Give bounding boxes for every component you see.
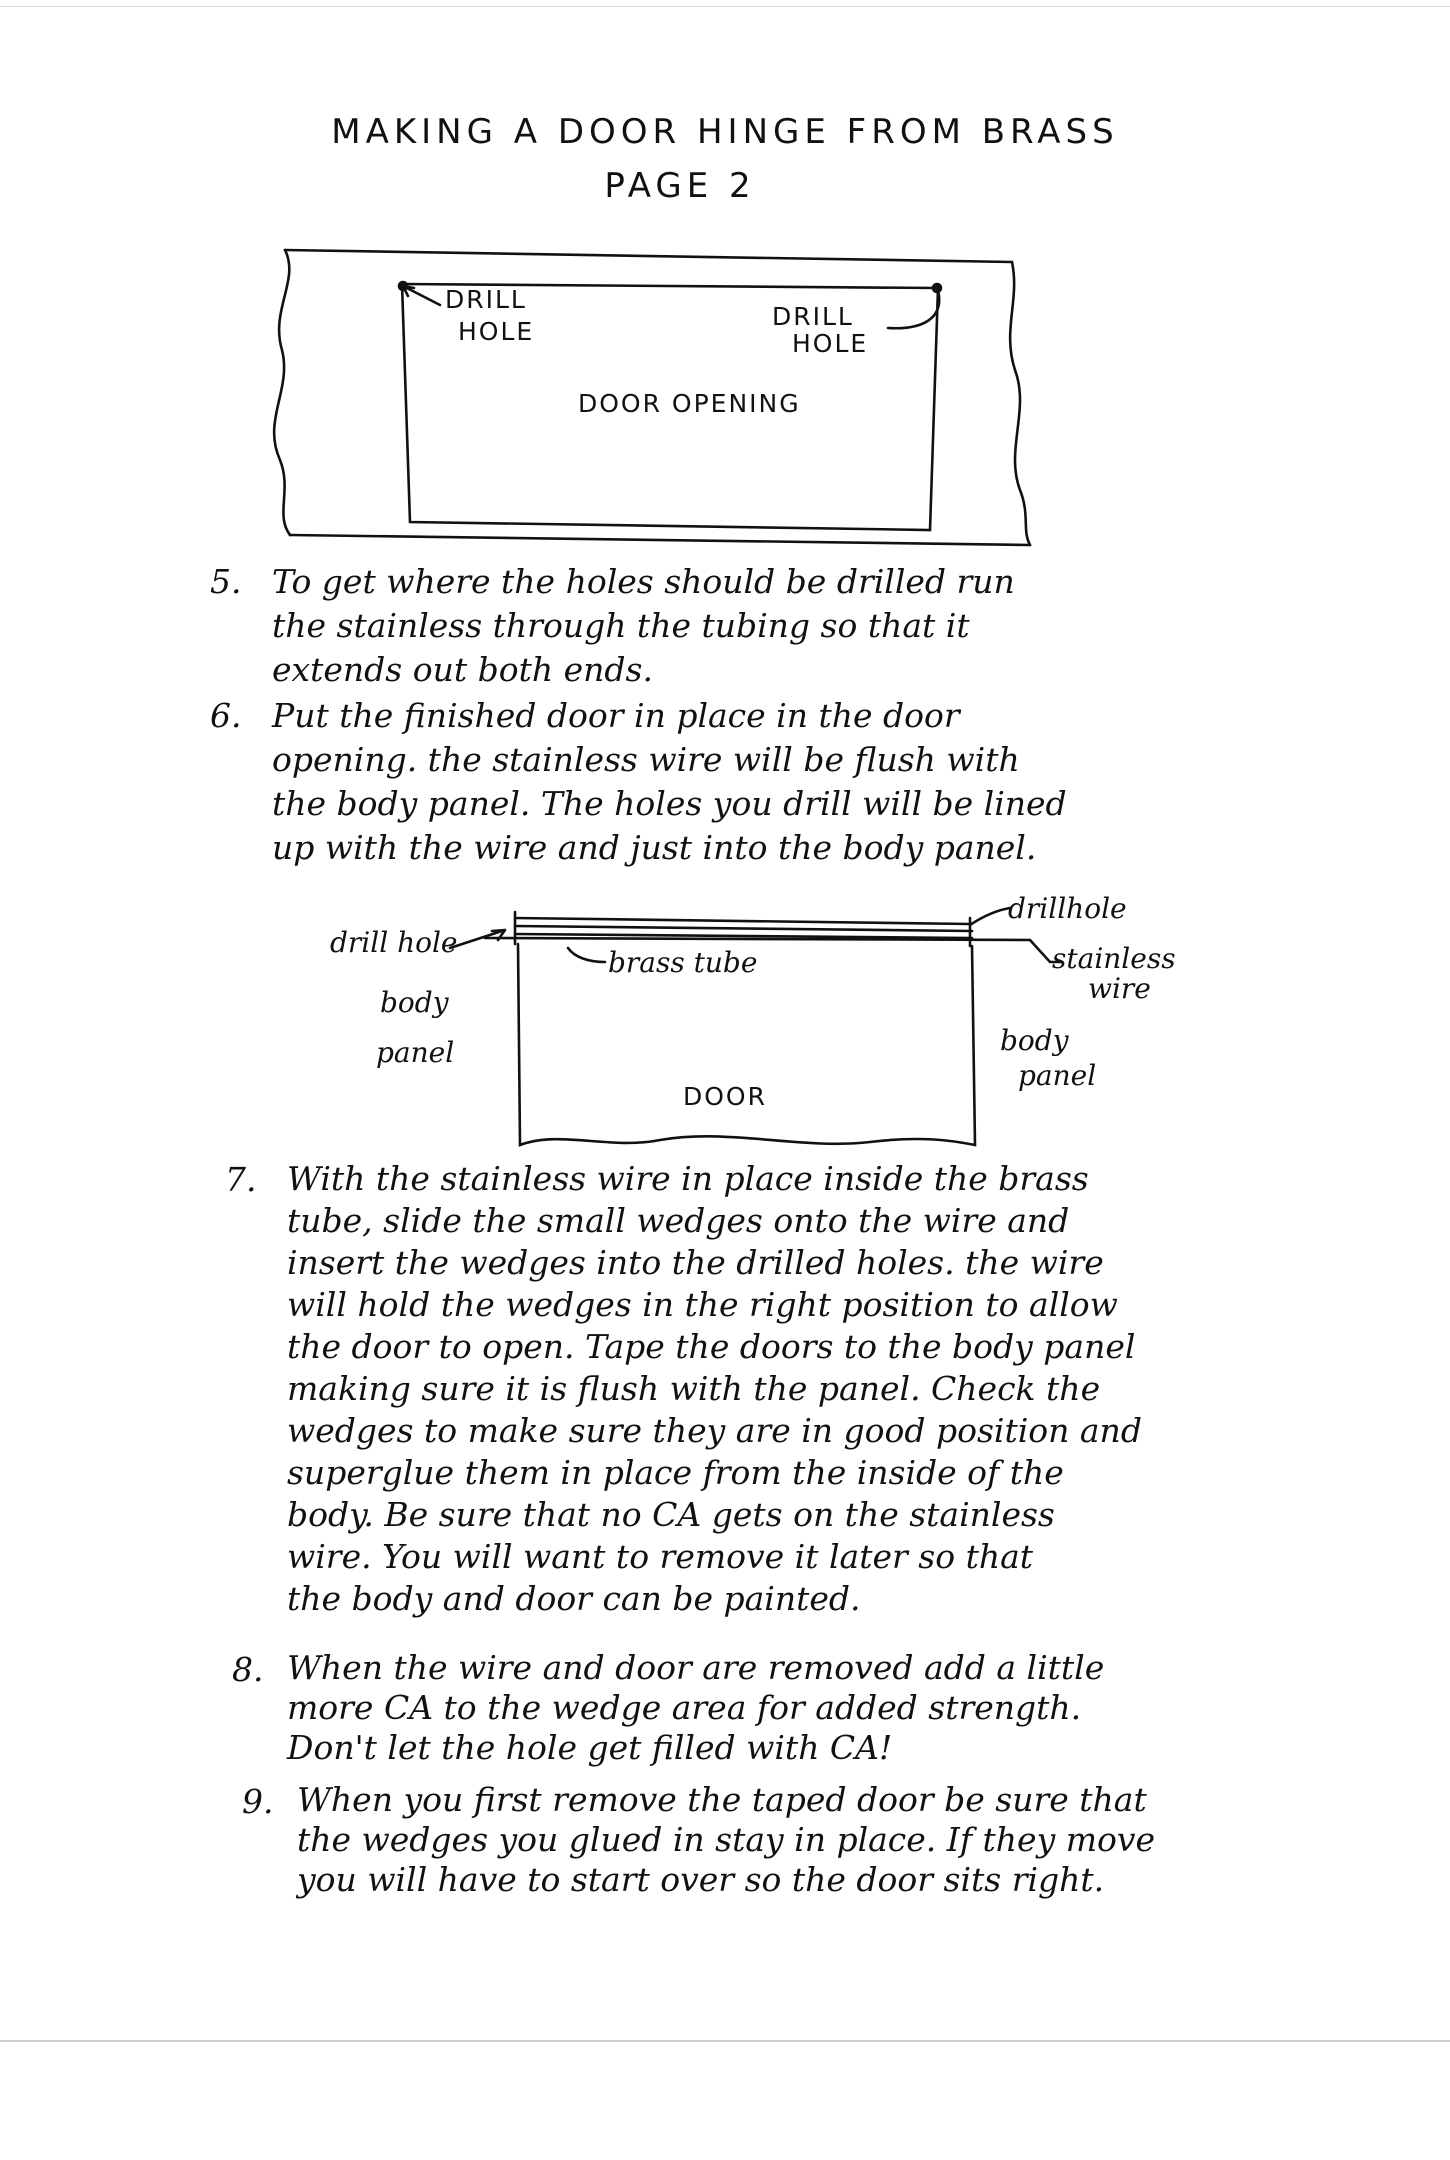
- step-9: [242, 1780, 1282, 1920]
- panel-top-edge: [285, 250, 1012, 262]
- drill-hole-left-line1: DRILL: [445, 285, 527, 314]
- step-9-line-1: When you first remove the taped door be sure that: [297, 1780, 1147, 1819]
- step-7-line-3: insert the wedges into the drilled holes. the wire: [287, 1243, 1104, 1282]
- scan-edge-top: [0, 6, 1450, 7]
- header: [0, 112, 1450, 206]
- step-7-line-4: will hold the wedges in the right position to allow: [287, 1285, 1118, 1324]
- step-5: [210, 560, 1210, 700]
- stainless-wire-label-1: stainless: [1052, 942, 1176, 975]
- panel-bottom-edge: [290, 535, 1030, 545]
- step-6-line-4: up with the wire and just into the body panel.: [272, 828, 1037, 867]
- brass-tube-top: [515, 918, 970, 924]
- panel-right-break: [1010, 262, 1030, 545]
- step-7-line-5: the door to open. Tape the doors to the body panel: [287, 1327, 1136, 1366]
- body-panel-left-label-2: panel: [376, 1036, 455, 1069]
- step-7-line-11: the body and door can be painted.: [287, 1579, 861, 1618]
- door-label: DOOR: [683, 1082, 767, 1111]
- body-panel-left-label-1: body: [380, 986, 449, 1019]
- drill-hole-right-line2: HOLE: [792, 329, 869, 358]
- drill-arrow-left: [403, 286, 440, 305]
- step-7-line-2: tube, slide the small wedges onto the wire and: [287, 1201, 1070, 1240]
- step-7-line-9: body. Be sure that no CA gets on the stainless: [287, 1495, 1055, 1534]
- step-7-line-8: superglue them in place from the inside of the: [287, 1453, 1064, 1492]
- step-8-line-3: Don't let the hole get filled with CA!: [287, 1728, 893, 1767]
- step-7-line-6: making sure it is flush with the panel. Check the: [287, 1369, 1101, 1408]
- step-8: [232, 1648, 1272, 1788]
- step-9-number: 9.: [242, 1782, 274, 1821]
- step-6-line-3: the body panel. The holes you drill will be lined: [272, 784, 1067, 823]
- brass-tube-mid1: [515, 926, 972, 931]
- step-9-line-2: the wedges you glued in stay in place. If they move: [297, 1820, 1156, 1859]
- body-panel-right-label-1: body: [1000, 1024, 1069, 1057]
- step-6-line-2: opening. the stainless wire will be flush with: [272, 740, 1020, 779]
- body-panel-right-label-2: panel: [1018, 1059, 1097, 1092]
- step-6-number: 6.: [210, 696, 242, 735]
- door-opening-label: DOOR OPENING: [578, 389, 801, 418]
- stainless-wire-leader: [1030, 940, 1060, 962]
- step-7-number: 7.: [225, 1160, 257, 1199]
- step-5-line-3: extends out both ends.: [272, 650, 653, 689]
- step-6-line-1: Put the finished door in place in the door: [272, 696, 960, 735]
- panel-left-break: [274, 250, 290, 535]
- scan-edge-bottom: [0, 2040, 1450, 2042]
- step-7: [225, 1158, 1275, 1658]
- step-7-line-10: wire. You will want to remove it later so that: [287, 1537, 1034, 1576]
- step-8-number: 8.: [232, 1650, 264, 1689]
- stainless-wire: [485, 938, 1030, 940]
- drill-hole-left-label: drill hole: [330, 926, 458, 959]
- step-6: [210, 694, 1230, 884]
- page-title: MAKING A DOOR HINGE FROM BRASS: [331, 112, 1119, 152]
- drill-hole-right-leader: [970, 908, 1010, 925]
- step-5-line-1: To get where the holes should be drilled run: [272, 562, 1015, 601]
- step-8-line-1: When the wire and door are removed add a little: [287, 1648, 1105, 1687]
- drill-hole-left-line2: HOLE: [458, 317, 535, 346]
- stainless-wire-label-2: wire: [1088, 972, 1151, 1005]
- step-5-number: 5.: [210, 562, 242, 601]
- drill-hole-left-arrow: [450, 930, 505, 948]
- step-7-line-7: wedges to make sure they are in good position and: [287, 1411, 1142, 1450]
- drill-hole-right-line1: DRILL: [772, 302, 854, 331]
- step-5-line-2: the stainless through the tubing so that it: [272, 606, 970, 645]
- drill-hole-right-label: drillhole: [1008, 892, 1127, 925]
- step-9-line-3: you will have to start over so the door sits right.: [297, 1860, 1105, 1899]
- step-7-line-1: With the stainless wire in place inside the brass: [287, 1159, 1089, 1198]
- brass-tube-label: brass tube: [608, 946, 758, 979]
- opening-rect: [402, 284, 938, 530]
- brass-tube-mid2: [515, 934, 972, 938]
- step-8-line-2: more CA to the wedge area for added strength.: [287, 1688, 1082, 1727]
- brass-tube-leader: [568, 948, 605, 962]
- drill-arrow-right: [888, 290, 939, 328]
- page-number: PAGE 2: [604, 166, 756, 206]
- door-outline: [518, 944, 975, 1145]
